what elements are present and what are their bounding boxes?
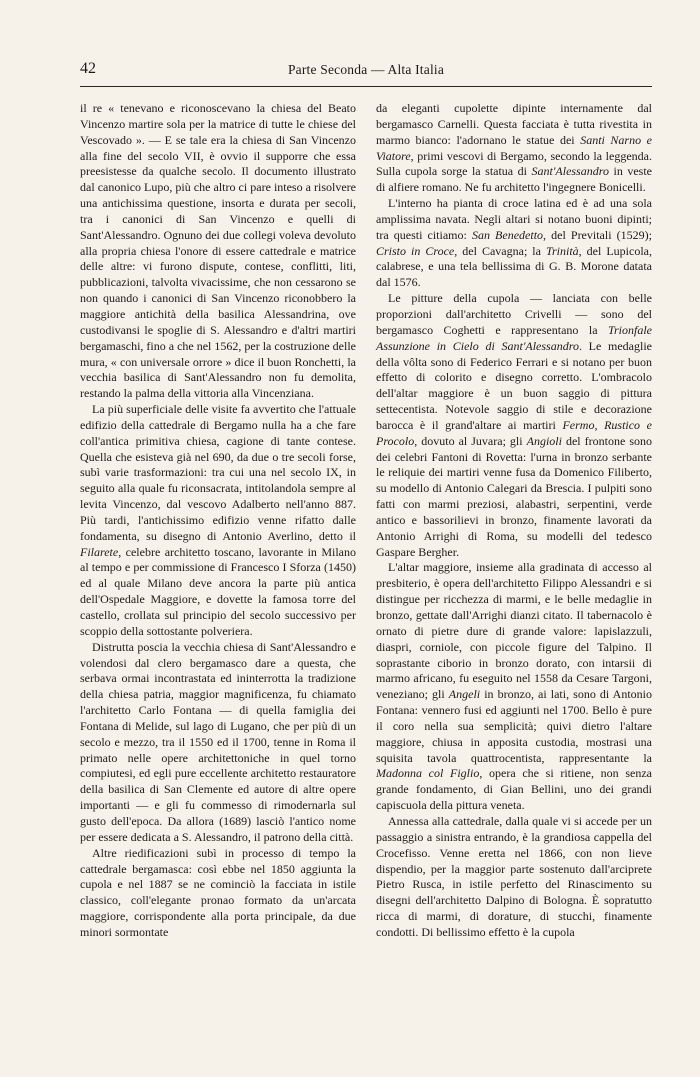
text-run: in bronzo, ai lati, sono di Antonio Fontana: vennero fusi ed aggiunti nel 1700. Bello è pure il coro nella sua semplicità; quivi dietro l'altare maggiore, chiusa in apposita custodia, mostrasi una squisita tavola quattrocentista, rappresentante la xyxy=(376,687,652,765)
paragraph xyxy=(376,196,652,291)
page-number: 42 xyxy=(80,60,96,77)
italic-title: Filarete xyxy=(80,544,119,559)
italic-title: San Benedetto xyxy=(471,227,544,242)
left-column xyxy=(80,101,356,941)
page-header xyxy=(80,60,652,86)
text-run: , dovuto al Juvara; gli xyxy=(414,433,527,448)
text-run: , opera che si ritiene, non senza grande fondamento, di Gian Bellini, uno dei grandi capiscuola della pittura veneta. xyxy=(376,766,652,813)
paragraph xyxy=(80,101,356,402)
italic-title: Cristo in Croce xyxy=(376,243,455,258)
text-run: , del Cavagna; la xyxy=(454,243,546,258)
text-run: Le pitture della cupola — lanciata con belle proporzioni dall'architetto Crivelli — sono del bergamasco Coghetti e rappresentano la xyxy=(376,291,652,337)
paragraph xyxy=(80,640,356,846)
text-run: , del Previtali (1529); xyxy=(543,227,652,242)
text-run: , primi vescovi di Bergamo, secondo la leggenda. Sulla cupola sorge la statua di xyxy=(376,148,652,179)
italic-title: Madonna col Figlio xyxy=(376,766,480,781)
text-run: , celebre architetto toscano, lavorante in Milano al tempo e per commissione di Francesco I Sforza (1450) ed al quale Milano deve ancora la parte più antica dell'Ospedale Maggiore, e dovette la famosa torre del castello, crollata sul principio del secolo successivo per scoppio della sottostante polveriera. xyxy=(80,544,356,638)
text-run: Annessa alla cattedrale, dalla quale vi si accede per un passaggio a sinistra entrando, è la grandiosa cappella del Crocefisso. Venne eretta nel 1866, con non lieve dispendio, per la maggior parte sostenuto dall'arciprete Pietro Rusca, in istile perfetto del Rinascimento su disegni dell'architetto Dalpino di Bologna. È sopratutto ricca di marmi, di dorature, di stucchi, finamente condotti. Di bellissimo effetto è la cupola xyxy=(376,813,652,939)
paragraph xyxy=(376,101,652,196)
header-rule xyxy=(80,86,652,87)
italic-title: Sant'Alessandro xyxy=(531,164,609,179)
text-run: Altre riedificazioni subì in processo di tempo la cattedrale bergamasca: così ebbe nel 1850 aggiunta la cupola e nel 1887 se ne cominciò la facciata in istile classico, coll'elegante pronao formato da un'arcata maggiore, corrispondente alla porta principale, da due minori sormontate xyxy=(80,845,356,939)
paragraph xyxy=(80,846,356,941)
italic-title: Angioli xyxy=(526,433,562,448)
text-run: L'interno ha pianta di croce latina ed è ad una sola amplissima navata. Negli altari si notano buoni dipinti; tra questi citiamo: xyxy=(376,196,652,242)
paragraph xyxy=(376,814,652,941)
paragraph xyxy=(80,402,356,640)
text-run: . Le medaglie della vôlta sono di Federico Ferrari e si notano per buon effetto di colorito e disegno corretto. L'ombracolo dell'altar maggiore è un buon saggio di pittura settecentista. Notevole saggio di stile e decorazione barocca è il grand'altare ai martiri xyxy=(376,338,653,432)
right-column xyxy=(376,101,652,941)
italic-title: Trinità xyxy=(545,243,579,258)
text-run: La più superficiale delle visite fa avvertito che l'attuale edifizio della cattedrale di Bergamo nulla ha a che fare coll'antica primitiva chiesa, cagione di tante contese. Quella che esisteva già nel 690, da due o tre secoli forse, subì varie trasformazioni: tra cui una nel secolo IX, in seguito alla quale fu riconsacrata, intitolandola sempre al levita Vincenzo, dal vescovo Adalberto nell'anno 887. Più tardi, l'antichissimo edifizio venne rifatto dalle fondamenta, su disegno di Antonio Averlino, detto il xyxy=(80,402,356,543)
text-run: da eleganti cupolette dipinte internamente dal bergamasco Carnelli. Questa facciata è tutta rivestita in marmo bianco: l'adornano le statue dei xyxy=(376,101,652,147)
text-run: in veste di alfiere romano. Ne fu architetto l'ingegnere Bonicelli. xyxy=(376,164,652,195)
text-run: del frontone sono dei celebri Fantoni di Rovetta: l'urna in bronzo serbante le reliquie dei martiri venne fusa da Domenico Filiberto, su modello di Antonio Calegari da Brescia. I pulpiti sono fatti con marmi preziosi, alabastri, serpentini, verde antico e bassorilievi in bronzo, finamente lavorati da Antonio Arrighi di Roma, su modelli del tedesco Gaspare Bergher. xyxy=(376,433,652,559)
paragraph xyxy=(376,291,652,560)
text-run: , del Lupicola, calabrese, e una tela bellissima di G. B. Morone datata dal 1576. xyxy=(376,243,652,290)
italic-title: Trionfale Assunzione in Cielo di Sant'Alessandro xyxy=(376,322,652,353)
text-run: il re « tenevano e riconoscevano la chiesa del Beato Vincenzo martire sola per la matrice di tutte le chiese del Vescovado ». — E se tale era la chiesa di San Vincenzo alla fine del secolo VII, è ovvio il supporre che essa preesistesse da qualche secolo. Il documento illustrato dal canonico Lupo, più che altro ci pare inteso a risolvere una antichissima questione, insorta e durata per secoli, tra i canonici di San Vincenzo e quelli di Sant'Alessandro. Ognuno dei due collegi voleva devoluto alla propria chiesa l'onore di essere cattedrale e matrice delle altre: vi furono dispute, contese, conflitti, liti, pubblicazioni, talvolta vivacissime, che non cessarono se non quando i canonici di San Vincenzo riconobbero la maggiore antichità della basilica Alessandrina, ove custodivansi le spoglie di S. Alessandro e d'altri martiri bergamaschi, fino a che nel 1562, per la costruzione delle mura, « con universale orrore » dice il buon Ronchetti, la vecchia basilica di Sant'Alessandro non fu demolita, restando la palma della vittoria alla Vincenziana. xyxy=(80,101,357,401)
italic-title: Santi Narno e Viatore xyxy=(376,132,652,163)
running-title: Parte Seconda — Alta Italia xyxy=(287,62,445,77)
text-run: Distrutta poscia la vecchia chiesa di Sant'Alessandro e volendosi dal clero bergamasco dare a questa, che serbava ormai incontrastata ed ininterrotta la tradizione della chiesa patria, maggior magnificenza, fu chiamato l'architetto Carlo Fontana — di quella famiglia dei Fontana di Melide, sul lago di Lugano, che per più di un secolo e mezzo, tra il 1550 ed il 1700, tenne in Roma il primato nelle opere architettoniche in quel torno compiutesi, ed egli pure eccellente architetto restauratore della basilica di San Clemente ed autore di altre opere importanti — e gli fu commesso di rimodernarla sul gusto dell'epoca. Da allora (1689) lasciò l'antico nome per essere dedicata a S. Alessandro, il patrono della città. xyxy=(80,639,356,844)
italic-title: Fermo, Rustico e Procolo xyxy=(376,417,652,448)
text-run: L'altar maggiore, insieme alla gradinata di accesso al presbiterio, è opera dell'architetto Filippo Alessandri e si distingue per ricchezza di marmi, e le belle medaglie in bronzo, gettate dall'Arrighi dianzi citato. Il tabernacolo è ornato di pietre dure di grande valore: lapislazzuli, diaspri, corniole, con piccole figure del Talpino. Il soprastante ciborio in bronzo dorato, con intarsii di marmo africano, fu eseguito nel 1558 da Cesare Targoni, veneziano; gli xyxy=(376,560,652,702)
italic-title: Angeli xyxy=(448,687,481,702)
paragraph xyxy=(376,560,652,814)
